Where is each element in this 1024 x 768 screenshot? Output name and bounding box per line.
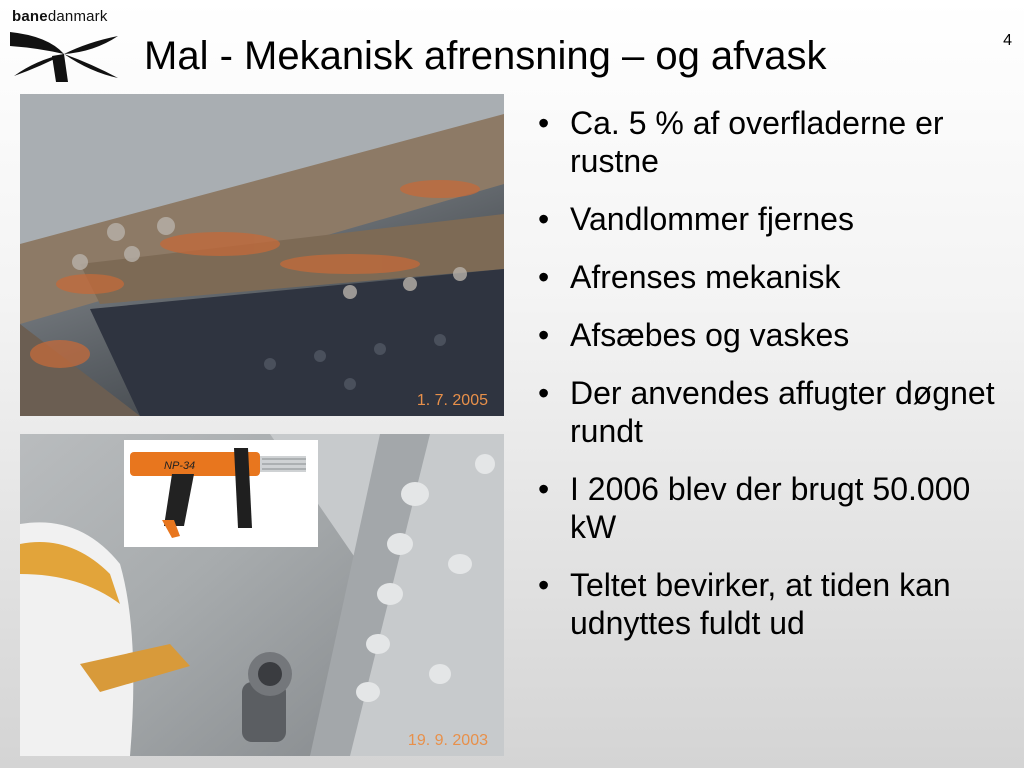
photo-date-stamp: 19. 9. 2003 [407, 732, 488, 749]
needle-scaler-icon [124, 440, 318, 547]
bullet-item: • Vandlommer fjernes [534, 200, 1004, 238]
needle-scaler-inset [124, 440, 318, 547]
banedanmark-logo [8, 6, 128, 84]
bullet-list [534, 104, 1004, 662]
rail-tracks-icon [8, 26, 120, 84]
logo-regular-part: danmark [47, 8, 108, 25]
slide-title: Mal - Mekanisk afrensning – og afvask [144, 34, 827, 78]
girder-illustration [20, 94, 504, 416]
page-number: 4 [1003, 32, 1012, 49]
bullet-item: • Afrenses mekanisk [534, 258, 1004, 296]
logo-wordmark [12, 8, 108, 25]
logo-bold-part: bane [12, 8, 48, 25]
bullet-item: • Ca. 5 % af overfladerne er rustne [534, 104, 1004, 180]
rusty-girder-photo [20, 94, 504, 416]
tool-label: NP-34 [164, 460, 196, 472]
bullet-item: • I 2006 blev der brugt 50.000 kW [534, 470, 1004, 546]
bullet-item: • Der anvendes affugter døgnet rundt [534, 374, 1004, 450]
bullet-item: • Teltet bevirker, at tiden kan udnyttes fuldt ud [534, 566, 1004, 642]
bullet-item: • Afsæbes og vaskes [534, 316, 1004, 354]
photo-date-stamp: 1. 7. 2005 [416, 392, 488, 409]
